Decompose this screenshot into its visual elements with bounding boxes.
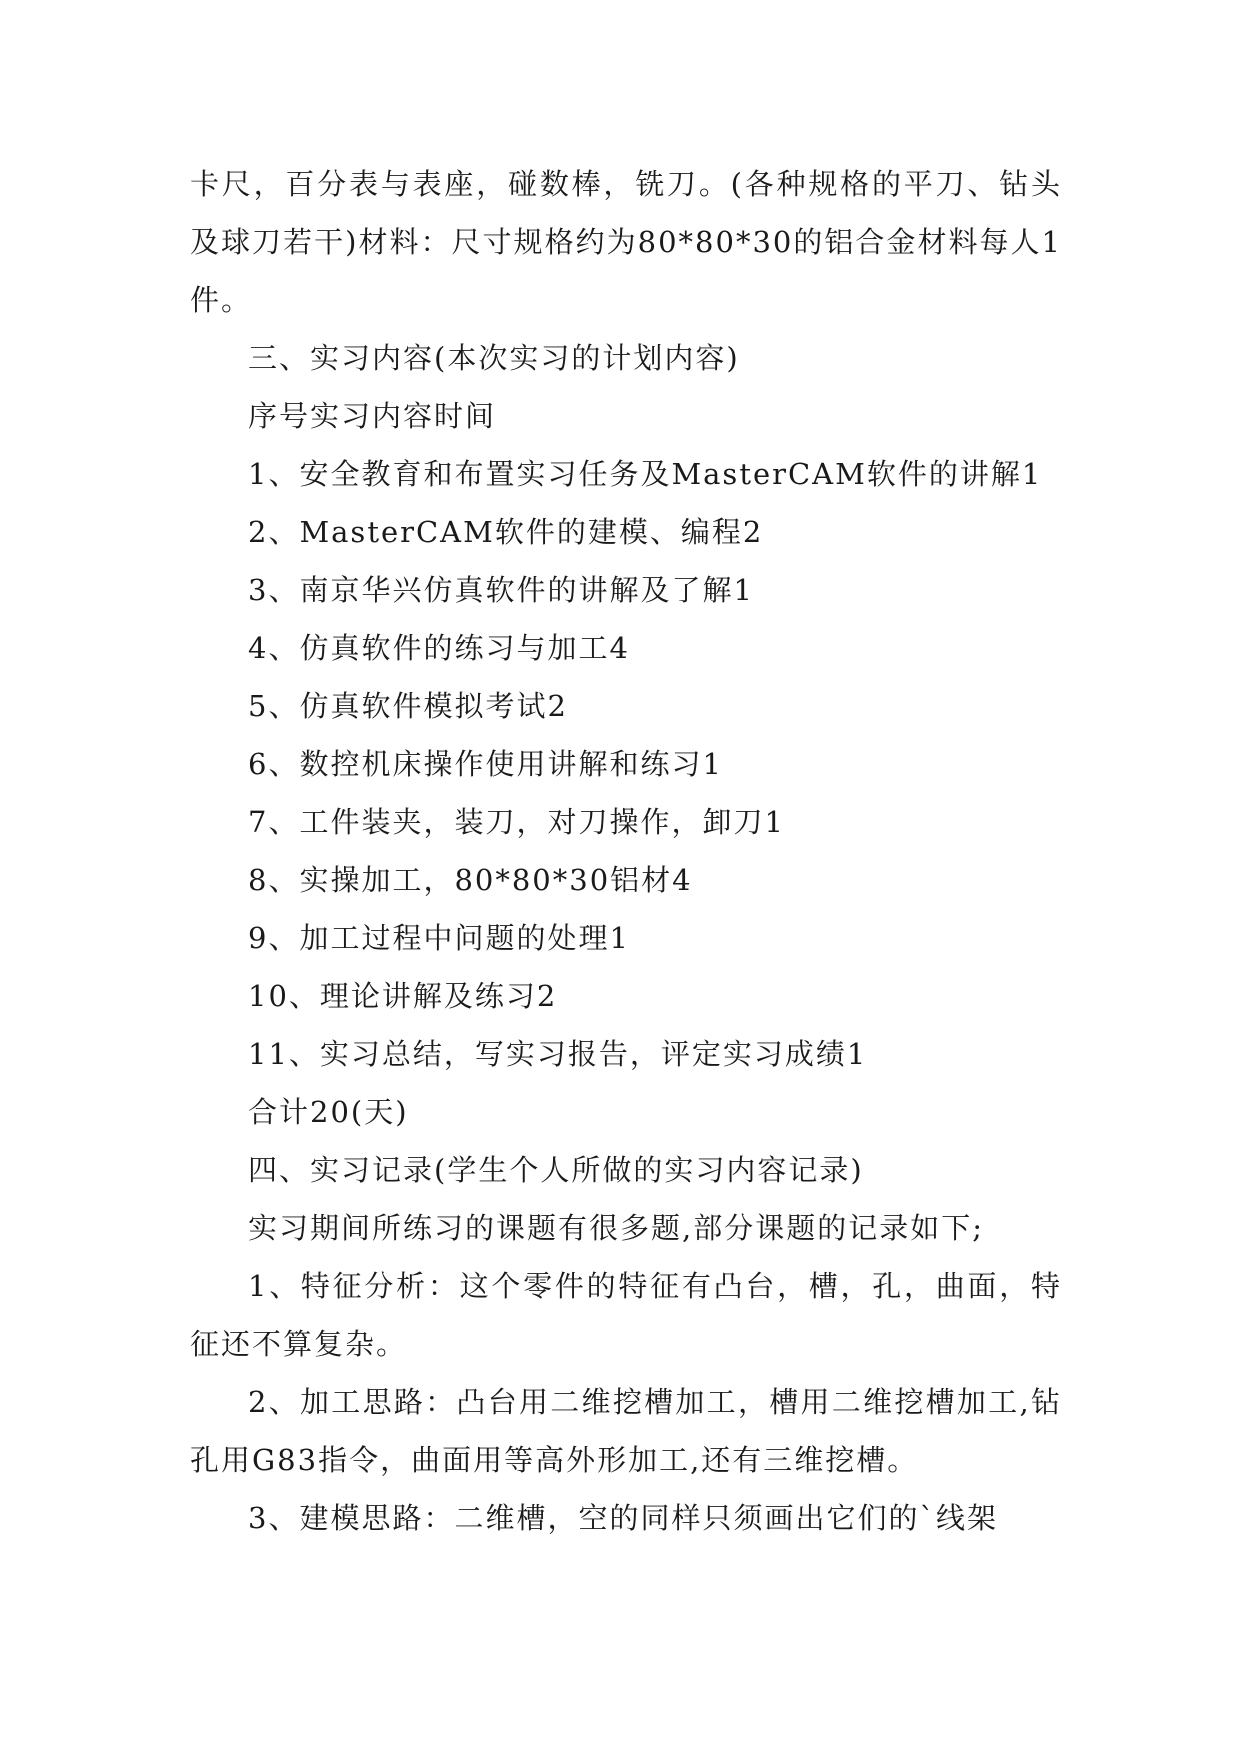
section-heading-internship-record: 四、实习记录(学生个人所做的实习内容记录) [248, 1153, 864, 1187]
paragraph-feature-analysis: 1、特征分析：这个零件的特征有凸台，槽，孔，曲面，特征还不算复杂。 [190, 1269, 1062, 1361]
schedule-total: 合计20(天) [248, 1095, 409, 1129]
schedule-item: 7、工件装夹，装刀，对刀操作，卸刀1 [248, 805, 785, 839]
schedule-item: 11、实习总结，写实习报告，评定实习成绩1 [248, 1037, 868, 1071]
schedule-item: 3、南京华兴仿真软件的讲解及了解1 [248, 573, 754, 607]
schedule-item: 4、仿真软件的练习与加工4 [248, 631, 630, 665]
section-heading-internship-content: 三、实习内容(本次实习的计划内容) [248, 341, 740, 375]
schedule-item: 2、MasterCAM软件的建模、编程2 [248, 515, 764, 549]
schedule-item: 10、理论讲解及练习2 [248, 979, 558, 1013]
schedule-item: 9、加工过程中问题的处理1 [248, 921, 630, 955]
paragraph-machining-approach: 2、加工思路：凸台用二维挖槽加工，槽用二维挖槽加工,钻孔用G83指令，曲面用等高外形加工,还有三维挖槽。 [190, 1385, 1062, 1477]
schedule-header: 序号实习内容时间 [248, 399, 497, 433]
paragraph-materials: 卡尺，百分表与表座，碰数棒，铣刀。(各种规格的平刀、钻头及球刀若干)材料：尺寸规格约为80*80*30的铝合金材料每人1件。 [190, 167, 1062, 317]
schedule-item: 6、数控机床操作使用讲解和练习1 [248, 747, 723, 781]
document-body [190, 155, 1062, 1547]
schedule-item: 8、实操加工，80*80*30铝材4 [248, 863, 693, 897]
paragraph-modeling-approach: 3、建模思路：二维槽，空的同样只须画出它们的`线架 [248, 1501, 998, 1535]
paragraph-record-intro: 实习期间所练习的课题有很多题,部分课题的记录如下; [248, 1211, 984, 1245]
schedule-item: 1、安全教育和布置实习任务及MasterCAM软件的讲解1 [248, 457, 1043, 491]
schedule-item: 5、仿真软件模拟考试2 [248, 689, 568, 723]
